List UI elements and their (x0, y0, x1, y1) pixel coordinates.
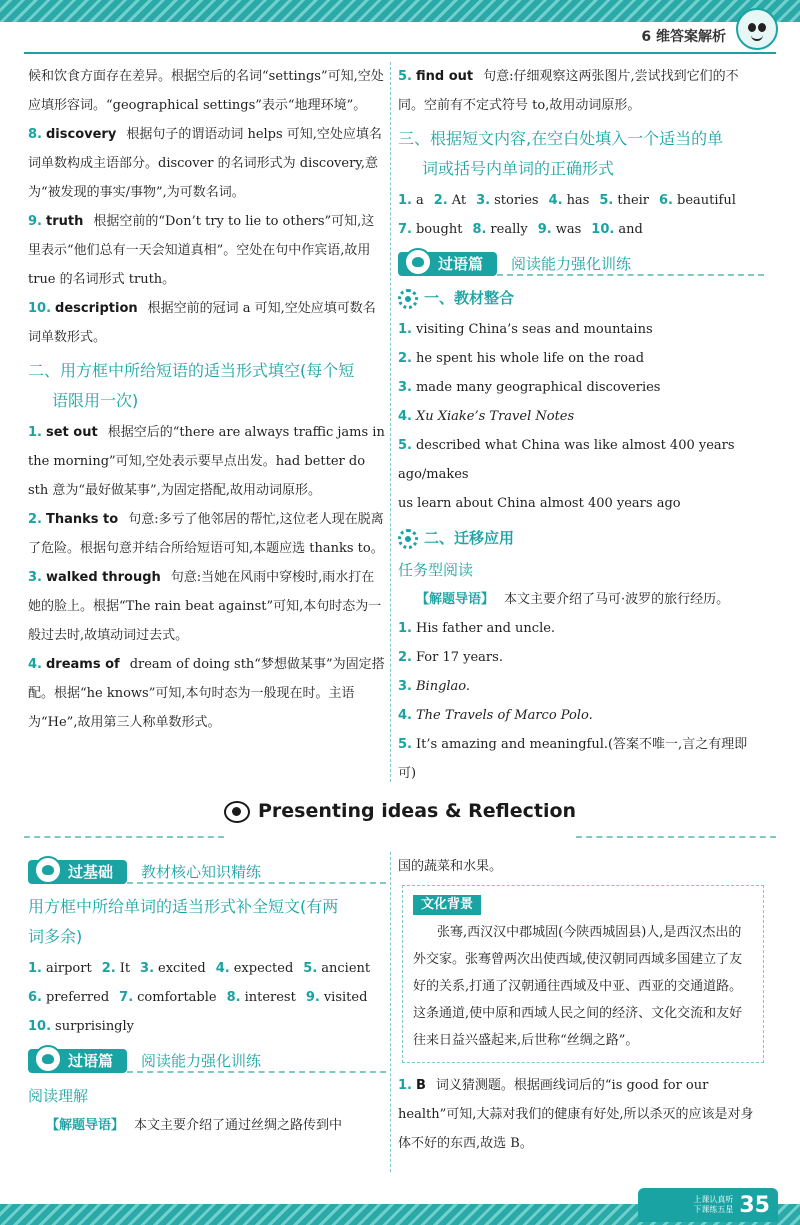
task-answer-4: 4. The Travels of Marco Polo. (398, 708, 593, 723)
task-answer-3: 3. Binglao. (398, 679, 471, 694)
exercise-title: 用方框中所给单词的适当形式补全短文(有两 词多余) (28, 897, 339, 946)
integration-item-1: 1. visiting China’s seas and mountains (398, 322, 653, 337)
reading-banner-2 (28, 1047, 386, 1075)
integration-item-5: 5. described what China was like almost 400 years ago/makes (398, 438, 735, 482)
banner-subtitle: 阅读能力强化训练 (127, 1049, 386, 1073)
header-label: 6 维答案解析 (641, 29, 726, 45)
right-column-bottom (398, 852, 764, 1158)
phrase-answer-2: 2. Thanks to 句意:多亏了他邻居的帮忙,这位老人现在脱离了危险。根据句意并结合所给短语可知,本题应选 thanks to。 (28, 512, 384, 556)
answer-item-9: 9. truth 根据空前的“Don’t try to lie to others”可知,这里表示“他们总有一天会知道真相”。空处在句中作宾语,故用 true 的名词形式 truth。 (28, 214, 375, 287)
mascot-icon (34, 1045, 62, 1073)
banner-tag: 过语篇 (398, 252, 497, 276)
top-decor-bar (0, 0, 800, 22)
answer-row-2: 7. bought 8. really 9. was 10. and (398, 222, 643, 237)
title-rule-right (576, 836, 776, 838)
phrase-answer-3: 3. walked through 句意:当她在风雨中穿梭时,雨水打在她的脸上。根据“The rain beat against”可知,本句时态为一般过去时,故填动词过去式。 (28, 570, 382, 643)
task-reading-title: 任务型阅读 (398, 561, 474, 579)
task-answer-5: 5. It’s amazing and meaningful.(答案不唯一,言之有理即可) (398, 737, 748, 781)
question-1-answer: 1. B 词义猜测题。根据画线词后的“is good for our health”可知,大蒜对我们的健康有好处,所以杀灭的应该是对身体不好的东西,故选 B。 (398, 1078, 754, 1151)
basics-banner (28, 858, 386, 886)
culture-text: 张骞,西汉汉中郡城固(今陕西城固县)人,是西汉杰出的外交家。张骞曾两次出使西域,使汉朝同西域多国建立了友好的关系,打通了汉朝通往西域及中亚、西亚的交通道路。这条通道,使中原和西域人民之间的经济、文化交流和友好往来日益兴盛起来,后世称“丝绸之路”。 (413, 925, 743, 1048)
culture-background-box (402, 885, 764, 1063)
title-rule-left (24, 836, 224, 838)
flower-icon (398, 529, 418, 549)
task-answer-1: 1. His father and uncle. (398, 621, 556, 636)
task-answer-2: 2. For 17 years. (398, 650, 503, 665)
left-column-top (28, 62, 386, 737)
word-answer-row-1: 1. airport 2. It 3. excited 4. expected 5. ancient (28, 961, 371, 976)
left-column-bottom (28, 852, 386, 1140)
reading-comprehension-title: 阅读理解 (28, 1087, 89, 1105)
guide-paragraph: 【解题导语】 本文主要介绍了马可·波罗的旅行经历。 (416, 592, 730, 607)
integration-item-5-cont: us learn about China almost 400 years ago (398, 496, 681, 511)
integration-item-4: 4. Xu Xiake’s Travel Notes (398, 409, 575, 424)
phrase-answer-1: 1. set out 根据空后的“there are always traffic jams in the morning”可知,空处表示要早点出发。had better do sth 意为“最好做某事”,为固定搭配,故用动词原形。 (28, 425, 385, 498)
section-2-title: 二、用方框中所给短语的适当形式填空(每个短 语限用一次) (28, 361, 355, 410)
slogan: 上课认真听 下课练五星 (693, 1195, 734, 1214)
word-answer-row-2: 6. preferred 7. comfortable 8. interest 9. visited (28, 990, 368, 1005)
subsection-2-title: 二、迁移应用 (398, 524, 764, 553)
answer-row-1: 1. a 2. At 3. stories 4. has 5. their 6. beautiful (398, 193, 736, 208)
section-3-title: 三、根据短文内容,在空白处填入一个适当的单 词或括号内单词的正确形式 (398, 129, 724, 178)
flower-icon (398, 289, 418, 309)
word-answer-row-3: 10. surprisingly (28, 1019, 135, 1034)
reading-banner (398, 250, 764, 278)
banner-tag: 过基础 (28, 860, 127, 884)
banner-tag: 过语篇 (28, 1049, 127, 1073)
answer-item-8: 8. discovery 根据句子的谓语动词 helps 可知,空处应填名词单数构成主语部分。discover 的名词形式为 discovery,意为“被发现的事实/事物”,为可数名词。 (28, 127, 382, 200)
banner-subtitle: 教材核心知识精练 (127, 860, 386, 884)
intro-paragraph: 候和饮食方面存在差异。根据空后的名词“settings”可知,空处应填形容词。“geographical settings”表示“地理环境”。 (28, 69, 384, 113)
column-divider-top (390, 62, 391, 782)
right-column-top (398, 62, 764, 788)
mascot-icon (404, 248, 432, 276)
section-badge-icon (224, 801, 250, 823)
answer-item-10: 10. description 根据空前的冠词 a 可知,空处应填可数名词单数形式。 (28, 301, 376, 345)
guide-continuation: 国的蔬菜和水果。 (398, 859, 503, 874)
section-title: Presenting ideas & Reflection (0, 800, 800, 823)
guide-paragraph: 【解题导语】 本文主要介绍了通过丝绸之路传到中 (46, 1118, 343, 1133)
integration-item-3: 3. made many geographical discoveries (398, 380, 661, 395)
mascot-icon (736, 8, 778, 50)
mascot-icon (34, 856, 62, 884)
answer-item-5: 5. find out 句意:仔细观察这两张图片,尝试找到它们的不同。空前有不定式符号 to,故用动词原形。 (398, 69, 739, 113)
page-badge (638, 1188, 778, 1222)
phrase-answer-4: 4. dreams of dream of doing sth“梦想做某事”为固定搭配。根据“he knows”可知,本句时态为一般现在时。主语为“He”,故用第三人称单数形式。 (28, 657, 385, 730)
page-number: 35 (739, 1192, 770, 1218)
column-divider-bottom (390, 852, 391, 1172)
banner-subtitle: 阅读能力强化训练 (497, 252, 764, 276)
culture-tag: 文化背景 (413, 895, 481, 915)
header-rule (24, 52, 776, 54)
integration-item-2: 2. he spent his whole life on the road (398, 351, 645, 366)
subsection-1-title: 一、教材整合 (398, 284, 764, 313)
